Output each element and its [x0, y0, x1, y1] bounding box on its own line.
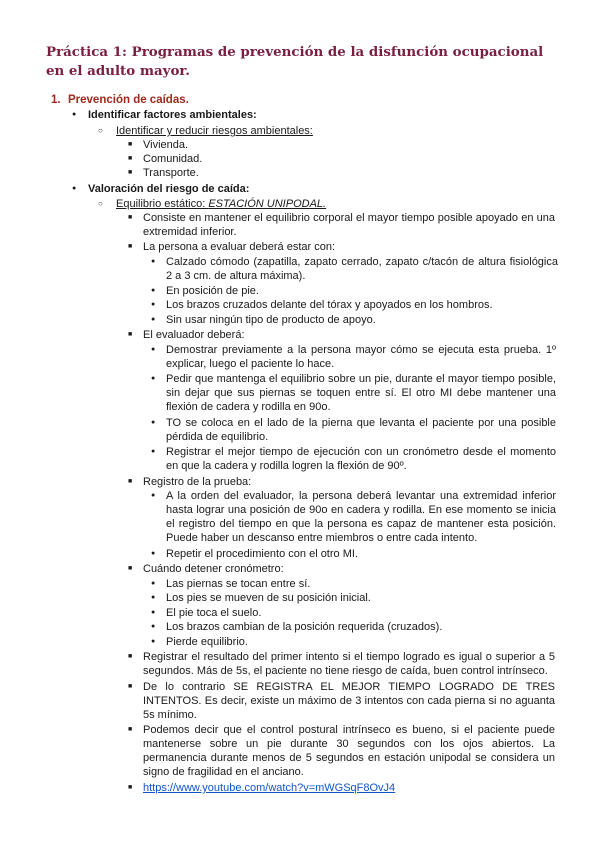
square-bullet-icon	[128, 166, 132, 182]
list-item: Cuándo detener cronómetro:	[143, 563, 284, 575]
list-item: Comunidad.	[143, 153, 203, 165]
bullet-icon	[72, 108, 76, 124]
sub-static-balance: Equilibrio estático: ESTACIÓN UNIPODAL.	[116, 198, 327, 210]
list-item: Transporte.	[143, 167, 199, 179]
list-item: Calzado cómodo (zapatilla, zapato cerrado, zapato c/tacón de altura fisiológica 2 a 3 cm. de altura máxima).	[166, 256, 558, 282]
square-bullet-icon	[128, 680, 132, 696]
square-bullet-icon	[128, 723, 132, 739]
list-item: Podemos decir que el control postural intrínseco es bueno, si el paciente puede mantenerse sobre un pie durante 30 segundos con los ojos abiertos. La permanencia durante menos de 5 segundos en estación unipodal se considera un signo de fragilidad en el anciano.	[143, 724, 555, 778]
section-number: 1.	[51, 94, 61, 106]
square-bullet-icon	[128, 240, 132, 256]
bullet-icon	[151, 416, 155, 432]
bullet-icon	[151, 313, 155, 329]
list-item: La persona a evaluar deberá estar con:	[143, 241, 336, 253]
square-bullet-icon	[128, 328, 132, 344]
sub-environmental-risks: Identificar y reducir riesgos ambientales:	[116, 125, 313, 137]
bullet-icon	[151, 445, 155, 461]
bullet-fall-risk: Valoración del riesgo de caída:	[88, 183, 250, 195]
section-heading: Prevención de caídas.	[68, 94, 189, 106]
square-bullet-icon	[128, 562, 132, 578]
square-bullet-icon	[128, 650, 132, 666]
list-item: Sin usar ningún tipo de producto de apoyo.	[166, 314, 376, 326]
list-item: Demostrar previamente a la persona mayor cómo se ejecuta esta prueba. 1º explicar, luego el paciente lo hace.	[166, 344, 556, 370]
bullet-icon	[72, 182, 76, 198]
square-bullet-icon	[128, 781, 132, 797]
list-item: Registro de la prueba:	[143, 476, 252, 488]
list-item: El pie toca el suelo.	[166, 607, 262, 619]
list-item: Los brazos cruzados delante del tórax y apoyados en los hombros.	[166, 299, 493, 311]
list-item: Los brazos cambian de la posición requerida (cruzados).	[166, 621, 443, 633]
youtube-link[interactable]: https://www.youtube.com/watch?v=mWGSqF8OvJ4	[143, 782, 396, 794]
list-item: En posición de pie.	[166, 285, 259, 297]
bullet-icon	[151, 547, 155, 563]
list-item: A la orden del evaluador, la persona deberá levantar una extremidad inferior hasta lograr una posición de 90o en cadera y rodilla. En ese momento se inicia el registro del tiempo en que la persona es capaz de mantener esta posición. Puede haber un descanso entre miembros o entre cada intento.	[166, 490, 556, 544]
circle-bullet-icon	[98, 197, 103, 212]
list-item: Pierde equilibrio.	[166, 636, 248, 648]
circle-bullet-icon	[98, 124, 103, 139]
list-item: Repetir el procedimiento con el otro MI.	[166, 548, 358, 560]
list-item: El evaluador deberá:	[143, 329, 245, 341]
list-item: Los pies se mueven de su posición inicial.	[166, 592, 371, 604]
bullet-icon	[151, 489, 155, 505]
bullet-icon	[151, 591, 155, 607]
list-item: De lo contrario SE REGISTRA EL MEJOR TIEMPO LOGRADO DE TRES INTENTOS. Es decir, existe un máximo de 3 intentos con cada pierna si no aguanta 5s mínimo.	[143, 681, 555, 721]
bullet-icon	[151, 620, 155, 636]
list-item: Las piernas se tocan entre sí.	[166, 578, 311, 590]
list-item: Registrar el resultado del primer intento si el tiempo logrado es igual o superior a 5 segundos. Más de 5s, el paciente no tiene riesgo de caída, buen control intrínseco.	[143, 651, 555, 677]
square-bullet-icon	[128, 211, 132, 227]
bullet-environmental: Identificar factores ambientales:	[88, 109, 257, 121]
list-item: Vivienda.	[143, 139, 189, 151]
list-item: Registrar el mejor tiempo de ejecución con un cronómetro desde el momento en que la cadera y rodilla logren la flexión de 90º.	[166, 446, 556, 472]
list-item: Consiste en mantener el equilibrio corporal el mayor tiempo posible apoyado en una extremidad inferior.	[143, 212, 555, 238]
bullet-icon	[151, 298, 155, 314]
square-bullet-icon	[128, 475, 132, 491]
bullet-icon	[151, 372, 155, 388]
list-item: TO se coloca en el lado de la pierna que levanta el paciente por una posible pérdida de equilibrio.	[166, 417, 556, 443]
bullet-icon	[151, 343, 155, 359]
page-title: Práctica 1: Programas de prevención de la disfunción ocupacional en el adulto mayor.	[46, 44, 544, 79]
bullet-icon	[151, 635, 155, 651]
list-item: Pedir que mantenga el equilibrio sobre un pie, durante el mayor tiempo posible, sin dejar que sus piernas se toquen entre sí. El otro MI debe mantener una flexión de cadera y rodilla en 90o.	[166, 373, 556, 413]
bullet-icon	[151, 255, 155, 271]
